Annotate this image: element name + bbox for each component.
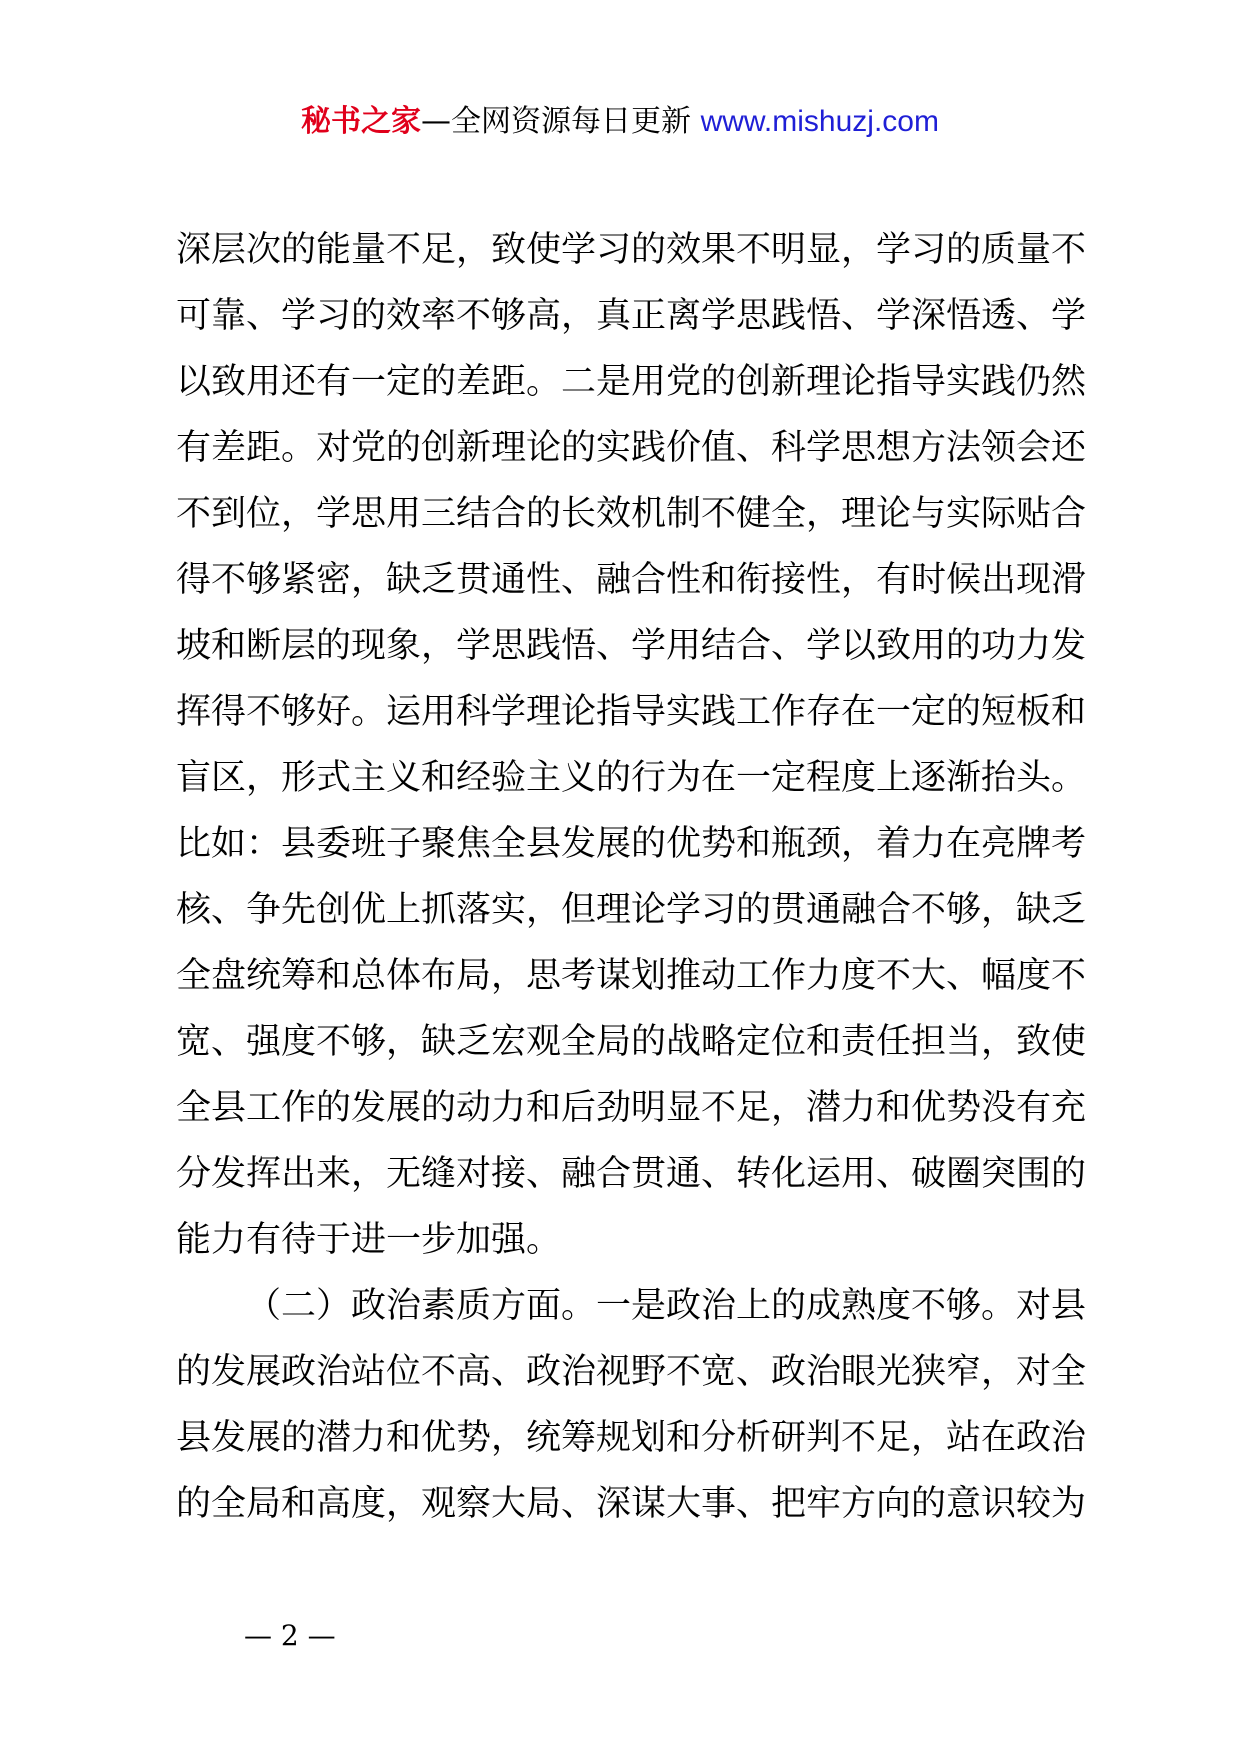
text-line: 宽、强度不够，缺乏宏观全局的战略定位和责任担当，致使 (176, 1022, 1087, 1062)
text-line: 全盘统筹和总体布局，思考谋划推动工作力度不大、幅度不 (176, 956, 1087, 996)
text-line: 分发挥出来，无缝对接、融合贯通、转化运用、破圈突围的 (176, 1154, 1087, 1194)
text-line: 的全局和高度，观察大局、深谋大事、把牢方向的意识较为 (176, 1484, 1087, 1524)
text-line: 以致用还有一定的差距。二是用党的创新理论指导实践仍然 (176, 362, 1087, 402)
text-line: 可靠、学习的效率不够高，真正离学思践悟、学深悟透、学 (176, 296, 1087, 336)
text-line: 能力有待于进一步加强。 (176, 1220, 562, 1260)
text-line: 的发展政治站位不高、政治视野不宽、政治眼光狭窄，对全 (176, 1352, 1087, 1392)
text-line: 得不够紧密，缺乏贯通性、融合性和衔接性，有时候出现滑 (176, 560, 1087, 600)
paragraph (176, 226, 1087, 1282)
site-header (0, 100, 1240, 144)
site-tagline: —全网资源每日更新 (421, 104, 692, 139)
document-body (176, 226, 1087, 1546)
text-line: 深层次的能量不足，致使学习的效果不明显，学习的质量不 (176, 230, 1087, 270)
section-heading-line: （二）政治素质方面。一是政治上的成熟度不够。对县 (246, 1286, 1087, 1326)
text-line: 坡和断层的现象，学思践悟、学用结合、学以致用的功力发 (176, 626, 1087, 666)
text-line: 比如：县委班子聚焦全县发展的优势和瓶颈，着力在亮牌考 (176, 824, 1087, 864)
text-line: 有差距。对党的创新理论的实践价值、科学思想方法领会还 (176, 428, 1087, 468)
text-line: 县发展的潜力和优势，统筹规划和分析研判不足，站在政治 (176, 1418, 1087, 1458)
paragraph (176, 1282, 1087, 1546)
site-url-link[interactable]: www.mishuzj.com (700, 105, 939, 138)
page-number: — 2 — (244, 1619, 336, 1652)
text-line: 核、争先创优上抓落实，但理论学习的贯通融合不够，缺乏 (176, 890, 1087, 930)
text-line: 挥得不够好。运用科学理论指导实践工作存在一定的短板和 (176, 692, 1087, 732)
text-line: 全县工作的发展的动力和后劲明显不足，潜力和优势没有充 (176, 1088, 1087, 1128)
text-line: 不到位，学思用三结合的长效机制不健全，理论与实际贴合 (176, 494, 1087, 534)
site-brand: 秘书之家 (301, 104, 422, 139)
text-line: 盲区，形式主义和经验主义的行为在一定程度上逐渐抬头。 (176, 758, 1087, 798)
